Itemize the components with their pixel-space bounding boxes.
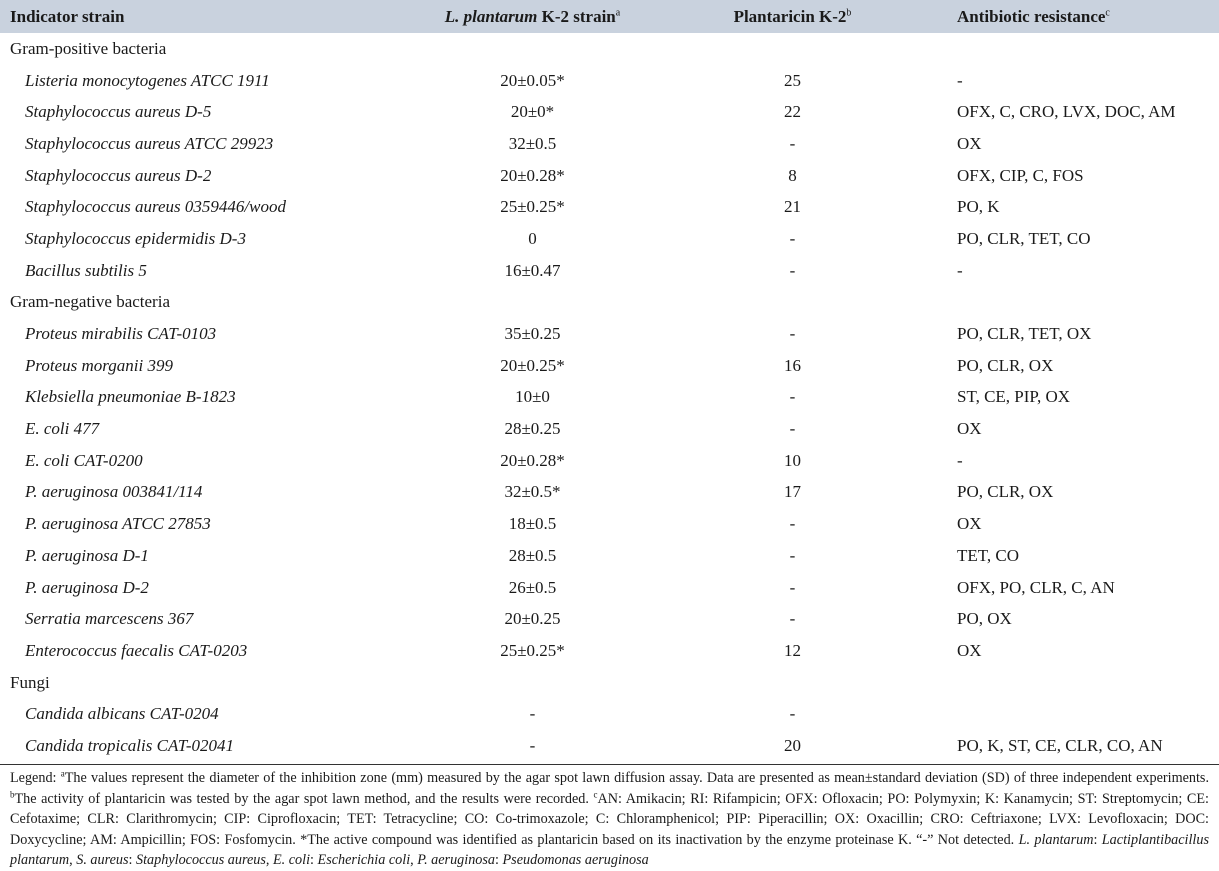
table-row xyxy=(0,413,1219,445)
legend-note-c: AN: Amikacin; RI: Rifampicin; OFX: Ofloxacin; PO: Polymyxin; K: Kanamycin; ST: Streptomycin; CE: Cefotaxime; CLR: Clarithromycin; CIP: Ciprofloxacin; TET: Tetracycline; CO: Co-trimoxazole; C: Chloramphenicol; PIP: Piperacillin; OX: Oxacillin; CRO: Ceftriaxone; LVX: Levofloxacin; DOC: Doxycycline; AM: Ampicillin; FOS: Fosfomycin. *The active compound was identified as plantaricin based on its inactivation by the enzyme proteinase K. “-” Not detected. xyxy=(10,790,1209,848)
legend-full-ec: Escherichia coli xyxy=(317,852,411,868)
strain-cell: E. coli 477 xyxy=(25,419,100,439)
group-row xyxy=(0,287,1219,319)
legend-footnote-b: b xyxy=(10,788,15,799)
legend-sep: : xyxy=(310,852,318,868)
antibiotic-cell: OFX, C, CRO, LVX, DOC, AM xyxy=(957,102,1176,122)
strain-cell: Staphylococcus aureus ATCC 29923 xyxy=(25,133,274,153)
group-label: Gram-negative bacteria xyxy=(10,292,170,312)
antibiotic-cell: PO, CLR, TET, OX xyxy=(957,324,1092,344)
header-indicator-strain-label: Indicator strain xyxy=(10,6,125,26)
table-header xyxy=(0,0,1219,33)
table-row xyxy=(0,65,1219,97)
strain-cell: Staphylococcus aureus D-5 xyxy=(25,102,212,122)
strain-cell: Candida tropicalis CAT-02041 xyxy=(25,735,235,755)
plantaricin-cell: 22 xyxy=(784,102,801,122)
antibiotic-cell: OX xyxy=(957,640,982,660)
antibiotic-cell: OFX, PO, CLR, C, AN xyxy=(957,577,1115,597)
table-row xyxy=(0,350,1219,382)
antibiotic-cell: ST, CE, PIP, OX xyxy=(957,387,1071,407)
antibiotic-cell: TET, CO xyxy=(957,545,1020,565)
group-row xyxy=(0,667,1219,699)
lp-zone-cell: 20±0.28* xyxy=(500,165,565,185)
plantaricin-cell: - xyxy=(789,514,796,534)
antibiotic-cell: OX xyxy=(957,514,982,534)
legend-abbr-pa: P. aeruginosa xyxy=(417,852,496,868)
lp-zone-cell: 18±0.5 xyxy=(508,514,557,534)
legend-note-b: The activity of plantaricin was tested by the agar spot lawn method, and the results were recorded. xyxy=(14,790,594,807)
antibiotic-cell: - xyxy=(957,260,963,280)
legend-intro: Legend: xyxy=(10,770,61,786)
plantaricin-cell: 21 xyxy=(784,197,801,217)
plantaricin-cell: 10 xyxy=(784,450,801,470)
strain-cell: Staphylococcus aureus 0359446/wood xyxy=(25,197,286,217)
table-row xyxy=(0,445,1219,477)
table-row xyxy=(0,477,1219,509)
antibiotic-cell: PO, K, ST, CE, CLR, CO, AN xyxy=(957,735,1163,755)
table-row xyxy=(0,698,1219,730)
table-body xyxy=(0,33,1219,762)
header-lp-footnote: a xyxy=(615,6,621,18)
plantaricin-cell: 16 xyxy=(784,355,801,375)
legend-abbr-ec: E. coli xyxy=(273,852,311,868)
plantaricin-cell: - xyxy=(789,228,796,248)
table-row xyxy=(0,730,1219,762)
strain-cell: Candida albicans CAT-0204 xyxy=(25,704,219,724)
strain-cell: Listeria monocytogenes ATCC 1911 xyxy=(25,70,270,90)
lp-zone-cell: 26±0.5 xyxy=(508,577,557,597)
lp-zone-cell: 32±0.5* xyxy=(504,482,561,502)
lp-zone-cell: 32±0.5 xyxy=(508,133,557,153)
legend-abbr-sa: S. aureus xyxy=(76,852,129,868)
table-row xyxy=(0,540,1219,572)
lp-zone-cell: - xyxy=(529,735,536,755)
header-lp-strain xyxy=(380,0,685,33)
legend-abbr-lp: L. plantarum xyxy=(1018,831,1094,848)
header-plantaricin-label: Plantaricin K-2 xyxy=(733,6,847,26)
legend-full-sa: Staphylococcus aureus xyxy=(136,852,266,868)
table-row xyxy=(0,223,1219,255)
plantaricin-cell: - xyxy=(789,577,796,597)
strain-cell: E. coli CAT-0200 xyxy=(25,450,143,470)
lp-zone-cell: 16±0.47 xyxy=(504,260,561,280)
strain-cell: Proteus morganii 399 xyxy=(25,355,173,375)
lp-zone-cell: 20±0* xyxy=(510,102,555,122)
plantaricin-cell: - xyxy=(789,133,796,153)
lp-zone-cell: 25±0.25* xyxy=(500,640,565,660)
strain-cell: Klebsiella pneumoniae B-1823 xyxy=(25,387,236,407)
legend-sep: , xyxy=(265,852,273,868)
lp-zone-cell: - xyxy=(529,704,536,724)
lp-zone-cell: 28±0.5 xyxy=(508,545,557,565)
antibiotic-cell: OX xyxy=(957,133,982,153)
antibiotic-cell: OFX, CIP, C, FOS xyxy=(957,165,1084,185)
group-label: Fungi xyxy=(10,672,50,692)
antibiotic-cell: - xyxy=(957,70,963,90)
legend-footnote-a: a xyxy=(60,768,65,779)
table-row xyxy=(0,508,1219,540)
table-legend xyxy=(0,764,1219,867)
table-row xyxy=(0,635,1219,667)
plantaricin-cell: - xyxy=(789,324,796,344)
table-row xyxy=(0,96,1219,128)
table-row xyxy=(0,318,1219,350)
table-row xyxy=(0,128,1219,160)
plantaricin-cell: - xyxy=(789,545,796,565)
strain-cell: Serratia marcescens 367 xyxy=(25,609,194,629)
plantaricin-cell: - xyxy=(789,419,796,439)
lp-zone-cell: 25±0.25* xyxy=(500,197,565,217)
lp-zone-cell: 20±0.25* xyxy=(500,355,565,375)
table-row xyxy=(0,160,1219,192)
lp-zone-cell: 20±0.28* xyxy=(500,450,565,470)
group-row xyxy=(0,33,1219,65)
legend-sep: , xyxy=(410,852,418,868)
lp-zone-cell: 20±0.25 xyxy=(504,609,561,629)
table-row xyxy=(0,382,1219,414)
strain-cell: P. aeruginosa D-2 xyxy=(25,577,149,597)
header-lp-rest: K-2 strain xyxy=(537,6,616,26)
header-antibiotic-label: Antibiotic resistance xyxy=(957,6,1106,26)
plantaricin-cell: 20 xyxy=(784,735,801,755)
lp-zone-cell: 0 xyxy=(528,228,537,248)
strain-cell: Enterococcus faecalis CAT-0203 xyxy=(25,640,248,660)
antibiotic-cell: PO, CLR, OX xyxy=(957,355,1054,375)
table-row xyxy=(0,572,1219,604)
legend-full-pa: Pseudomonas aeruginosa xyxy=(502,852,649,868)
strain-cell: P. aeruginosa 003841/114 xyxy=(25,482,203,502)
strain-cell: Bacillus subtilis 5 xyxy=(25,260,147,280)
plantaricin-cell: - xyxy=(789,260,796,280)
table-row xyxy=(0,603,1219,635)
plantaricin-cell: - xyxy=(789,387,796,407)
antibiotic-cell: - xyxy=(957,450,963,470)
table-row xyxy=(0,191,1219,223)
plantaricin-cell: - xyxy=(789,704,796,724)
antibiotic-cell: PO, CLR, OX xyxy=(957,482,1054,502)
plantaricin-cell: 12 xyxy=(784,640,801,660)
header-antibiotic-footnote: c xyxy=(1105,6,1110,18)
legend-sep: , xyxy=(69,852,77,868)
lp-zone-cell: 10±0 xyxy=(515,387,550,407)
lp-zone-cell: 35±0.25 xyxy=(504,324,561,344)
plantaricin-cell: 8 xyxy=(788,165,797,185)
strain-cell: Proteus mirabilis CAT-0103 xyxy=(25,324,217,344)
lp-zone-cell: 20±0.05* xyxy=(500,70,565,90)
strain-cell: P. aeruginosa D-1 xyxy=(25,545,149,565)
legend-sep: : xyxy=(1093,831,1102,848)
antibiotic-cell: PO, CLR, TET, CO xyxy=(957,228,1091,248)
header-plantaricin-footnote: b xyxy=(846,6,852,18)
header-indicator-strain xyxy=(0,0,380,33)
antibiotic-cell: PO, K xyxy=(957,197,1000,217)
strain-cell: Staphylococcus aureus D-2 xyxy=(25,165,212,185)
legend-sep: : xyxy=(495,852,503,868)
legend-note-a: The values represent the diameter of the inhibition zone (mm) measured by the agar spot lawn diffusion assay. Data are presented as mean±standard deviation (SD) of three independent experiments. xyxy=(64,770,1210,786)
plantaricin-cell: 25 xyxy=(784,70,801,90)
legend-sep: : xyxy=(128,852,137,868)
antibiotic-cell xyxy=(900,698,1219,730)
header-lp-species: L. plantarum xyxy=(444,6,538,26)
header-plantaricin xyxy=(685,0,900,33)
plantaricin-cell: 17 xyxy=(784,482,801,502)
table-row xyxy=(0,255,1219,287)
header-antibiotic-resistance xyxy=(900,0,1219,33)
strain-cell: Staphylococcus epidermidis D-3 xyxy=(25,228,246,248)
legend-full-lp: Lactiplantibacillus plantarum xyxy=(10,831,1209,868)
group-label: Gram-positive bacteria xyxy=(10,38,167,58)
legend-footnote-c: c xyxy=(593,788,598,799)
plantaricin-cell: - xyxy=(789,609,796,629)
antibiotic-cell: PO, OX xyxy=(957,609,1012,629)
lp-zone-cell: 28±0.25 xyxy=(504,419,561,439)
header-row xyxy=(0,0,1219,33)
strain-cell: P. aeruginosa ATCC 27853 xyxy=(25,514,211,534)
antibiotic-cell: OX xyxy=(957,419,982,439)
